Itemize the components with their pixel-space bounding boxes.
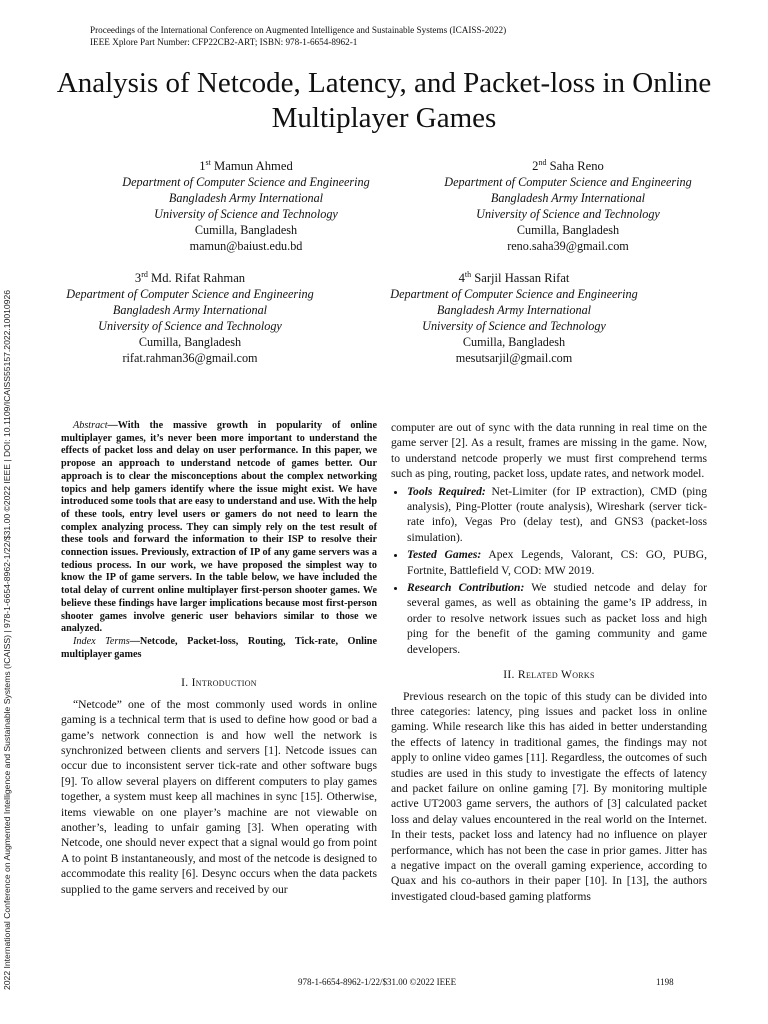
list-item [407,580,707,657]
footer-copyright: 978-1-6654-8962-1/22/$31.00 ©2022 IEEE [298,977,457,987]
introduction-paragraph: “Netcode” one of the most commonly used words in online gaming is a technical term that is used to define how good or bad a game’s network connection is and how well the network is synchronized between clients and servers [1]. Netcode issues can occur due to inconsistent server tick-rate and other software bugs [9]. To allow several players on different computers to play games together, a system must keep all machines in sync [15]. Otherwise, items viewable on one player’s machine are not viewable on another’s, leading to unfair gaming [3]. When operating with Netcode, one should never expect that a signal would go from point A to point B instantaneously, and most of the netcode is designed to accommodate this reality [6]. Desync occurs when the data packets supplied to the game servers and received by our [61,697,377,896]
author-email: rifat.rahman36@gmail.com [122,351,258,366]
author-block-3 [40,267,340,366]
conference-line-2: IEEE Xplore Part Number: CFP22CB2-ART; ISBN: 978-1-6654-8962-1 [90,37,358,47]
abstract-text: —With the massive growth in popularity of online multiplayer games, it’s never been more important to understand the effects of packet loss and delay on user performance. In this paper, we propose an approach to understand netcode of games better. Our approach is to clear the misconceptions about the complex networking topics and help gamers identify where the issue might exist. We have introduced some tools that are easy to understand and use. With the help of these tools, entry level users or gamers do not need to learn the complex analyzing process. They can simply rely on the test result of these tools and forward the information to their ISP to resolve their connection issues. Previously, extraction of IP of any game servers was a tedious process. In our work, we have proposed the simplest way to know the IP of game servers. In the table below, we have included the total delay of current online multiplayer first-person shooter games. We believe these findings have larger implications because most first-person shooter games involve generic user behaviors similar to those we analyzed. [61,420,377,635]
list-item-label: Research Contribution: [407,581,525,595]
contribution-list [391,484,707,657]
right-column [391,420,707,904]
author-name: 4th Sarjil Hassan Rifat [458,270,570,286]
author-city: Cumilla, Bangladesh [138,335,242,350]
author-dept: Department of Computer Science and Engineering [444,175,692,190]
author-block-2 [418,155,718,254]
author-org: Bangladesh Army International [112,303,268,318]
author-city: Cumilla, Bangladesh [194,223,298,238]
list-item-text: Net-Limiter (for IP extraction), CMD (ping analysis), Ping-Plotter (route analysis), Wireshark (server tick-rate info), Vegas Pro (delay test), and GNS3 (packet-loss simulation). [407,484,707,544]
paper-title: Analysis of Netcode, Latency, and Packet-loss in Online Multiplayer Games [56,67,712,134]
abstract-label: Abstract [73,420,108,431]
list-item [407,547,707,578]
author-dept: Department of Computer Science and Engineering [390,287,638,302]
introduction-continued: computer are out of sync with the data running in real time on the game server [2]. As a result, frames are missing in the game. Now, to understand netcode properly we must first comprehend terms such as ping, routing, packet loss, update rates, and network model. [391,421,707,481]
index-terms [61,636,377,661]
author-name: 2nd Saha Reno [532,158,604,174]
author-block-1 [96,155,396,254]
author-org: Bangladesh Army International [490,191,646,206]
index-terms-label: Index Terms [73,635,130,647]
side-citation-strip: 2022 International Conference on Augmented Intelligence and Sustainable Systems (ICAISS) | 978-1-6654-8962-1/22/$31.00 ©2022 IEEE | DOI: 10.1109/ICAISS55157.2022.10010926 [2,289,12,990]
list-item [407,484,707,546]
author-org: University of Science and Technology [422,319,606,334]
list-item-label: Tested Games: [407,548,482,562]
page-number: 1198 [656,977,674,987]
section-heading-related-works: II. Related Works [503,668,595,682]
conference-line-1: Proceedings of the International Conference on Augmented Intelligence and Sustainable Systems (ICAISS-2022) [90,25,507,35]
conference-header [90,24,506,48]
list-item-label: Tools Required: [407,484,486,498]
abstract [61,420,377,636]
author-city: Cumilla, Bangladesh [462,335,566,350]
author-dept: Department of Computer Science and Engineering [122,175,370,190]
author-org: University of Science and Technology [476,207,660,222]
author-name: 1st Mamun Ahmed [199,158,293,174]
author-name: 3rd Md. Rifat Rahman [134,270,246,286]
author-org: Bangladesh Army International [436,303,592,318]
list-item-text: We studied netcode and delay for several games, as well as obtaining the game’s IP address, in order to resolve network issues such as packet loss and high ping for the benefit of the gaming community and game developers. [407,581,708,656]
list-item-text: Apex Legends, Valorant, CS: GO, PUBG, Fortnite, Battlefield V, COD: MW 2019. [407,548,707,577]
author-dept: Department of Computer Science and Engineering [66,287,314,302]
author-email: mamun@baiust.edu.bd [189,239,303,254]
author-org: University of Science and Technology [98,319,282,334]
related-works-paragraph: Previous research on the topic of this study can be divided into three categories: latency, ping issues and packet loss in online gaming. While research like this has aided in better understanding the effects of latency in traditional games, the findings may not apply to online video games [11]. Regardless, the outcomes of such studies are used in this study to investigate the effects of latency and packet failure on online gaming [7]. By monitoring multiple active UT2003 game servers, the authors of [3] calculated packet loss and delay values encountered in the real world on the Internet. In their tests, packet loss and latency had no influence on player performance, which has not been the case in prior games. Jitter has a negative impact on the overall gaming experience, according to Quax and his co-authors in their paper [10]. In [13], the authors investigated cloud-based gaming platforms [391,689,707,903]
author-org: University of Science and Technology [154,207,338,222]
author-email: mesutsarjil@gmail.com [455,351,573,366]
section-heading-introduction: I. Introduction [181,676,257,690]
author-city: Cumilla, Bangladesh [516,223,620,238]
left-column [61,420,377,897]
author-block-4 [364,267,664,366]
author-email: reno.saha39@gmail.com [507,239,629,254]
author-org: Bangladesh Army International [168,191,324,206]
index-terms-text: —Netcode, Packet-loss, Routing, Tick-rate, Online multiplayer games [61,635,377,660]
